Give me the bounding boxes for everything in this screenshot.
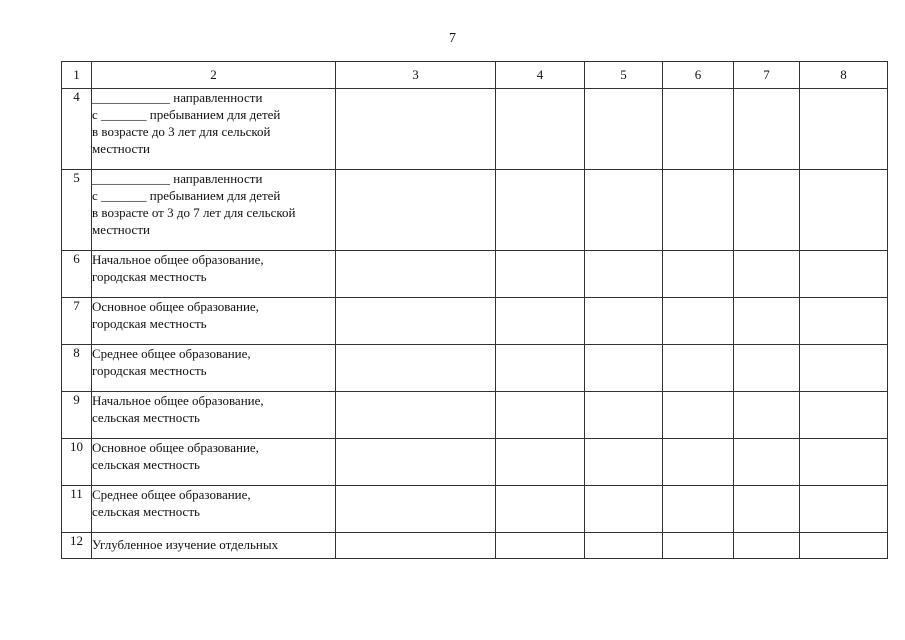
table-cell: [734, 345, 800, 392]
table-cell: [496, 298, 585, 345]
table-cell: [800, 533, 888, 559]
table-cell: [734, 170, 800, 251]
table-row: [62, 392, 888, 439]
table-cell: [336, 251, 496, 298]
table-cell: [734, 392, 800, 439]
table-cell: [585, 298, 663, 345]
page-number: 7: [449, 31, 456, 46]
table-cell: [496, 170, 585, 251]
row-description: Начальное общее образование, сельская местность: [92, 392, 336, 439]
table-cell: [496, 392, 585, 439]
row-description: Начальное общее образование, городская местность: [92, 251, 336, 298]
table-cell: [336, 170, 496, 251]
table-cell: [585, 486, 663, 533]
column-header-5: 5: [585, 62, 663, 89]
table-cell: [663, 392, 734, 439]
table-cell: [663, 251, 734, 298]
table-cell: [496, 251, 585, 298]
table-cell: [496, 439, 585, 486]
table-row: [62, 251, 888, 298]
row-description: Углубленное изучение отдельных: [92, 533, 336, 559]
row-description: ____________ направленности с _______ пребыванием для детей в возрасте от 3 до 7 лет для сельской местности: [92, 170, 336, 251]
data-table: [61, 61, 888, 559]
table-cell: [734, 533, 800, 559]
table-cell: [800, 439, 888, 486]
column-header-8: 8: [800, 62, 888, 89]
table-cell: [800, 89, 888, 170]
row-description: Среднее общее образование, городская местность: [92, 345, 336, 392]
table-cell: [734, 89, 800, 170]
column-header-4: 4: [496, 62, 585, 89]
row-number: 11: [62, 486, 92, 533]
table-cell: [336, 345, 496, 392]
row-number: 8: [62, 345, 92, 392]
table-cell: [585, 345, 663, 392]
table-cell: [734, 251, 800, 298]
row-number: 4: [62, 89, 92, 170]
table-cell: [663, 533, 734, 559]
table-cell: [585, 533, 663, 559]
row-description: Основное общее образование, сельская местность: [92, 439, 336, 486]
column-header-2: 2: [92, 62, 336, 89]
table-cell: [336, 89, 496, 170]
table-cell: [663, 345, 734, 392]
table-cell: [800, 170, 888, 251]
table-cell: [663, 298, 734, 345]
row-number: 6: [62, 251, 92, 298]
row-description: ____________ направленности с _______ пребыванием для детей в возрасте до 3 лет для сельской местности: [92, 89, 336, 170]
row-number: 9: [62, 392, 92, 439]
table-cell: [734, 298, 800, 345]
table-cell: [663, 170, 734, 251]
row-number: 7: [62, 298, 92, 345]
table-cell: [585, 89, 663, 170]
table-cell: [496, 345, 585, 392]
table-cell: [663, 486, 734, 533]
table-row: [62, 298, 888, 345]
table-cell: [800, 392, 888, 439]
header-row: [62, 62, 888, 89]
table-cell: [800, 486, 888, 533]
table-cell: [734, 439, 800, 486]
table-cell: [734, 486, 800, 533]
table-cell: [336, 533, 496, 559]
table-row: [62, 486, 888, 533]
table-cell: [585, 439, 663, 486]
table-cell: [663, 89, 734, 170]
table-cell: [585, 251, 663, 298]
table-cell: [336, 486, 496, 533]
table-cell: [585, 170, 663, 251]
column-header-1: 1: [62, 62, 92, 89]
table-cell: [800, 345, 888, 392]
column-header-7: 7: [734, 62, 800, 89]
row-description: Основное общее образование, городская местность: [92, 298, 336, 345]
table-row: [62, 170, 888, 251]
table-cell: [800, 251, 888, 298]
table-row: [62, 345, 888, 392]
row-number: 12: [62, 533, 92, 559]
row-number: 10: [62, 439, 92, 486]
row-description: Среднее общее образование, сельская местность: [92, 486, 336, 533]
column-header-3: 3: [336, 62, 496, 89]
table-cell: [800, 298, 888, 345]
table-row: [62, 439, 888, 486]
table-cell: [585, 392, 663, 439]
table-cell: [336, 392, 496, 439]
table-cell: [496, 89, 585, 170]
table-cell: [496, 533, 585, 559]
row-number: 5: [62, 170, 92, 251]
table-cell: [336, 298, 496, 345]
table-cell: [663, 439, 734, 486]
column-header-6: 6: [663, 62, 734, 89]
table-row: [62, 89, 888, 170]
table-cell: [336, 439, 496, 486]
table-cell: [496, 486, 585, 533]
table-row: [62, 533, 888, 559]
